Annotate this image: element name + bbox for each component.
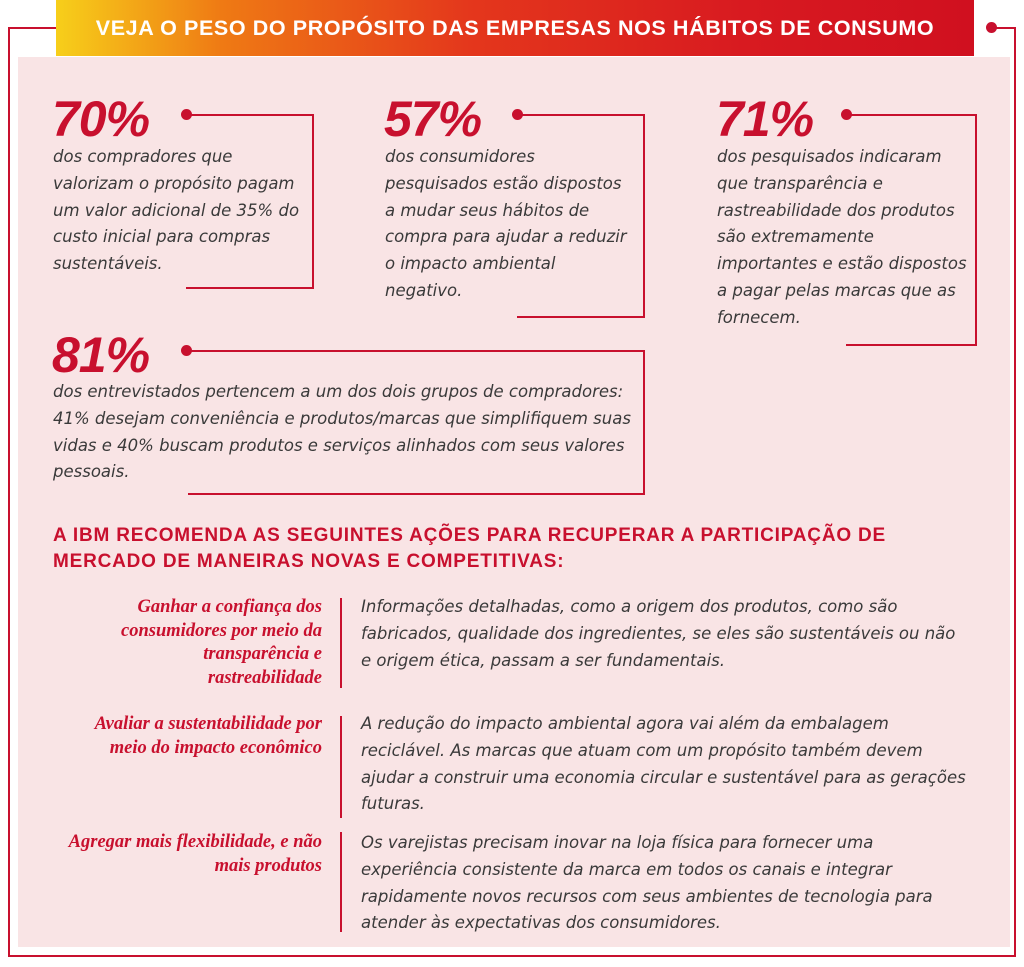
stat-description: dos consumidores pesquisados estão dispostos a mudar seus hábitos de compra para ajudar a reduzir o impacto ambiental negativo.: [385, 147, 627, 300]
action-divider: [340, 598, 342, 688]
stat-bullet-dot: [181, 345, 192, 356]
stat-value: 71%: [716, 91, 814, 147]
action-description: A redução do impacto ambiental agora vai além da embalagem reciclável. As marcas que atuam com um propósito também devem ajudar a construir uma economia circular e sustentável para as gerações futuras.: [361, 714, 966, 814]
stat-value: 70%: [52, 91, 150, 147]
recommendations-title: A IBM RECOMENDA AS SEGUINTES AÇÕES PARA RECUPERAR A PARTICIPAÇÃO DE MERCADO DE MANEIRAS NOVAS E COMPETITIVAS:: [53, 525, 886, 572]
action-label: Avaliar a sustentabilidade por meio do impacto econômico: [94, 714, 322, 758]
frame-top-left-rule: [8, 27, 56, 29]
stat-value: 57%: [384, 91, 482, 147]
action-label: Agregar mais flexibilidade, e não mais produtos: [68, 832, 322, 876]
stat-description: dos pesquisados indicaram que transparência e rastreabilidade dos produtos são extremamente importantes e estão dispostos a pagar pelas marcas que as fornecem.: [717, 147, 967, 327]
page-title: VEJA O PESO DO PROPÓSITO DAS EMPRESAS NOS HÁBITOS DE CONSUMO: [95, 15, 935, 40]
action-label: Ganhar a confiança dos consumidores por meio da transparência e rastreabilidade: [121, 597, 322, 688]
frame-corner-dot: [986, 22, 997, 33]
header-banner: [56, 0, 974, 56]
stat-bullet-dot: [181, 109, 192, 120]
stat-description: dos compradores que valorizam o propósito pagam um valor adicional de 35% do custo inicial para compras sustentáveis.: [53, 147, 300, 274]
action-description: Informações detalhadas, como a origem dos produtos, como são fabricados, qualidade dos ingredientes, se eles são sustentáveis ou não e origem ética, passam a ser fundamentais.: [361, 597, 956, 670]
stat-description: dos entrevistados pertencem a um dos dois grupos de compradores: 41% desejam conveniência e produtos/marcas que simplifiquem suas vidas e 40% buscam produtos e serviços alinhados com seus valores pessoais.: [53, 382, 631, 482]
stat-bullet-dot: [512, 109, 523, 120]
action-divider: [340, 832, 342, 932]
stat-value: 81%: [52, 327, 150, 383]
stat-bullet-dot: [841, 109, 852, 120]
action-description: Os varejistas precisam inovar na loja física para fornecer uma experiência consistente da marca em todos os canais e integrar rapidamente novos recursos com seus ambientes de tecnologia para atender às expectativas dos consumidores.: [361, 833, 933, 933]
action-divider: [340, 716, 342, 818]
